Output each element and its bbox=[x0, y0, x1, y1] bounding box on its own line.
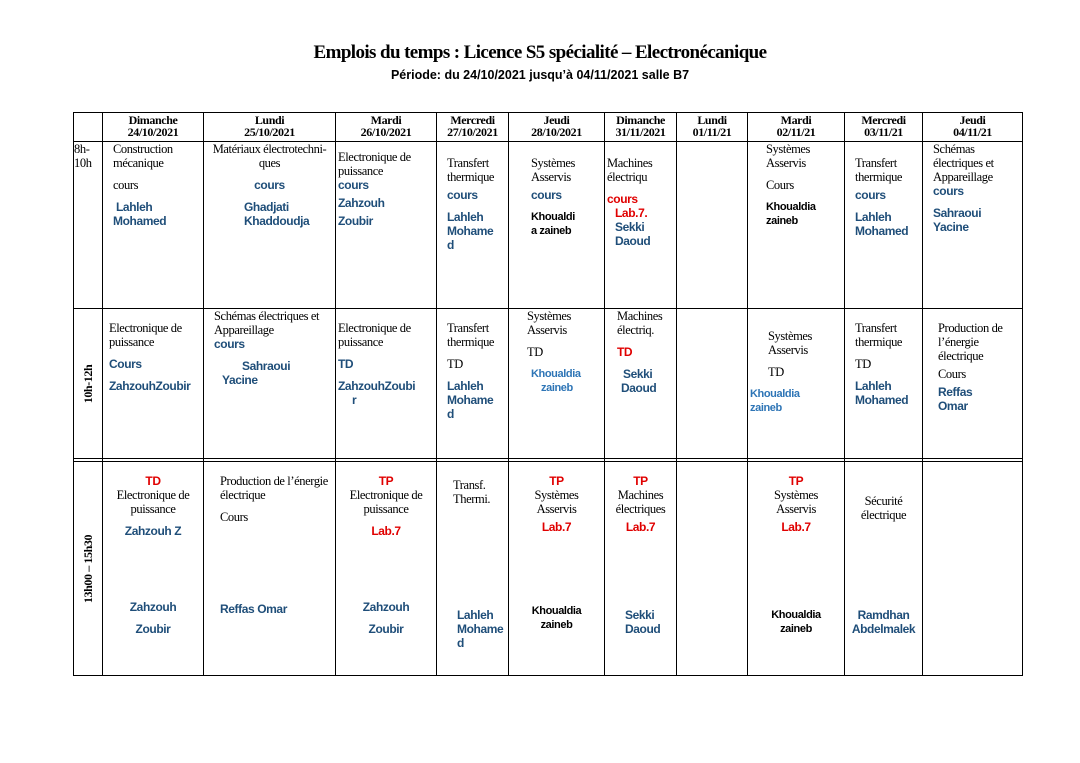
course-cell: Electronique de puissance cours Zahzouh Zoubir bbox=[336, 142, 437, 309]
course-cell: Schémas électriques et Appareillage cours Sahraoui Yacine bbox=[923, 142, 1023, 309]
teacher-cell: Reffas Omar bbox=[204, 590, 336, 676]
course-cell: TP Machines électriques Lab.7 bbox=[605, 462, 677, 591]
empty-cell bbox=[923, 590, 1023, 676]
teacher-cell: Zahzouh Zoubir bbox=[336, 590, 437, 676]
day-header: Dimanche 24/10/2021 bbox=[103, 113, 204, 142]
course-cell: Sécurité électrique bbox=[845, 462, 923, 591]
course-cell: Production de l’énergie électrique Cours Reffas Omar bbox=[923, 309, 1023, 459]
empty-cell bbox=[677, 462, 748, 591]
course-cell: Transf. Thermi. bbox=[437, 462, 509, 591]
empty-cell bbox=[923, 462, 1023, 591]
day-header: Lundi 25/10/2021 bbox=[204, 113, 336, 142]
course-cell: Transfert thermique cours Lahleh Mohamed bbox=[845, 142, 923, 309]
course-cell: Machines électriqu cours Lab.7. Sekki Daoud bbox=[605, 142, 677, 309]
timetable bbox=[73, 112, 1023, 676]
slot-row-teachers bbox=[74, 590, 1023, 676]
course-cell: Systèmes Asservis TD Khoualdia zaineb bbox=[748, 309, 845, 459]
empty-cell bbox=[677, 309, 748, 459]
course-cell: Matériaux électrotechni-ques cours Ghadjati Khaddoudja bbox=[204, 142, 336, 309]
teacher-cell: Sekki Daoud bbox=[605, 590, 677, 676]
course-cell: Machines électriq. TD Sekki Daoud bbox=[605, 309, 677, 459]
teacher-cell: Lahleh Mohame d bbox=[437, 590, 509, 676]
day-header: Mercredi 03/11/21 bbox=[845, 113, 923, 142]
corner-cell bbox=[74, 113, 103, 142]
period-subtitle: Période: du 24/10/2021 jusqu’à 04/11/2021 salle B7 bbox=[390, 68, 690, 82]
time-slot-cell: 8h- 10h bbox=[74, 142, 103, 309]
page-title: Emplois du temps : Licence S5 spécialité – Electronécanique bbox=[313, 42, 767, 63]
teacher-cell: Ramdhan Abdelmalek bbox=[845, 590, 923, 676]
time-slot-cell: 10h-12h bbox=[74, 309, 103, 459]
course-cell: Systèmes Asservis cours Khoualdi a zaineb bbox=[509, 142, 605, 309]
slot-row-10h-12h bbox=[74, 309, 1023, 459]
day-header: Dimanche 31/11/2021 bbox=[605, 113, 677, 142]
course-cell: TP Systèmes Asservis Lab.7 bbox=[748, 462, 845, 591]
day-header: Jeudi 28/10/2021 bbox=[509, 113, 605, 142]
course-cell: Systèmes Asservis TD Khoualdia zaineb bbox=[509, 309, 605, 459]
course-cell: Transfert thermique cours Lahleh Mohame d bbox=[437, 142, 509, 309]
course-cell: Electronique de puissance Cours ZahzouhZoubir bbox=[103, 309, 204, 459]
slot-row-8h-10h bbox=[74, 142, 1023, 309]
empty-cell bbox=[677, 142, 748, 309]
day-header: Jeudi 04/11/21 bbox=[923, 113, 1023, 142]
empty-cell bbox=[677, 590, 748, 676]
course-cell: Schémas électriques et Appareillage cours Sahraoui Yacine bbox=[204, 309, 336, 459]
course-cell: Production de l’énergie électrique Cours bbox=[204, 462, 336, 591]
day-header: Mercredi 27/10/2021 bbox=[437, 113, 509, 142]
day-header: Lundi 01/11/21 bbox=[677, 113, 748, 142]
day-header: Mardi 02/11/21 bbox=[748, 113, 845, 142]
course-cell: Systèmes Asservis Cours Khoualdia zaineb bbox=[748, 142, 845, 309]
time-slot-cell: 13h00 – 15h30 bbox=[74, 462, 103, 676]
course-cell: TP Systèmes Asservis Lab.7 bbox=[509, 462, 605, 591]
course-cell: TP Electronique de puissance Lab.7 bbox=[336, 462, 437, 591]
course-cell: Electronique de puissance TD ZahzouhZoubi r bbox=[336, 309, 437, 459]
header-row bbox=[74, 113, 1023, 142]
teacher-cell: Khoualdia zaineb bbox=[509, 590, 605, 676]
course-cell: Transfert thermique TD Lahleh Mohamed bbox=[845, 309, 923, 459]
teacher-cell: Zahzouh Zoubir bbox=[103, 590, 204, 676]
day-header: Mardi 26/10/2021 bbox=[336, 113, 437, 142]
course-cell: Transfert thermique TD Lahleh Mohame d bbox=[437, 309, 509, 459]
slot-row-13h-15h30 bbox=[74, 462, 1023, 591]
course-cell: TD Electronique de puissance Zahzouh Z bbox=[103, 462, 204, 591]
course-cell: Construction mécanique cours Lahleh Mohamed bbox=[103, 142, 204, 309]
teacher-cell: Khoualdia zaineb bbox=[748, 590, 845, 676]
